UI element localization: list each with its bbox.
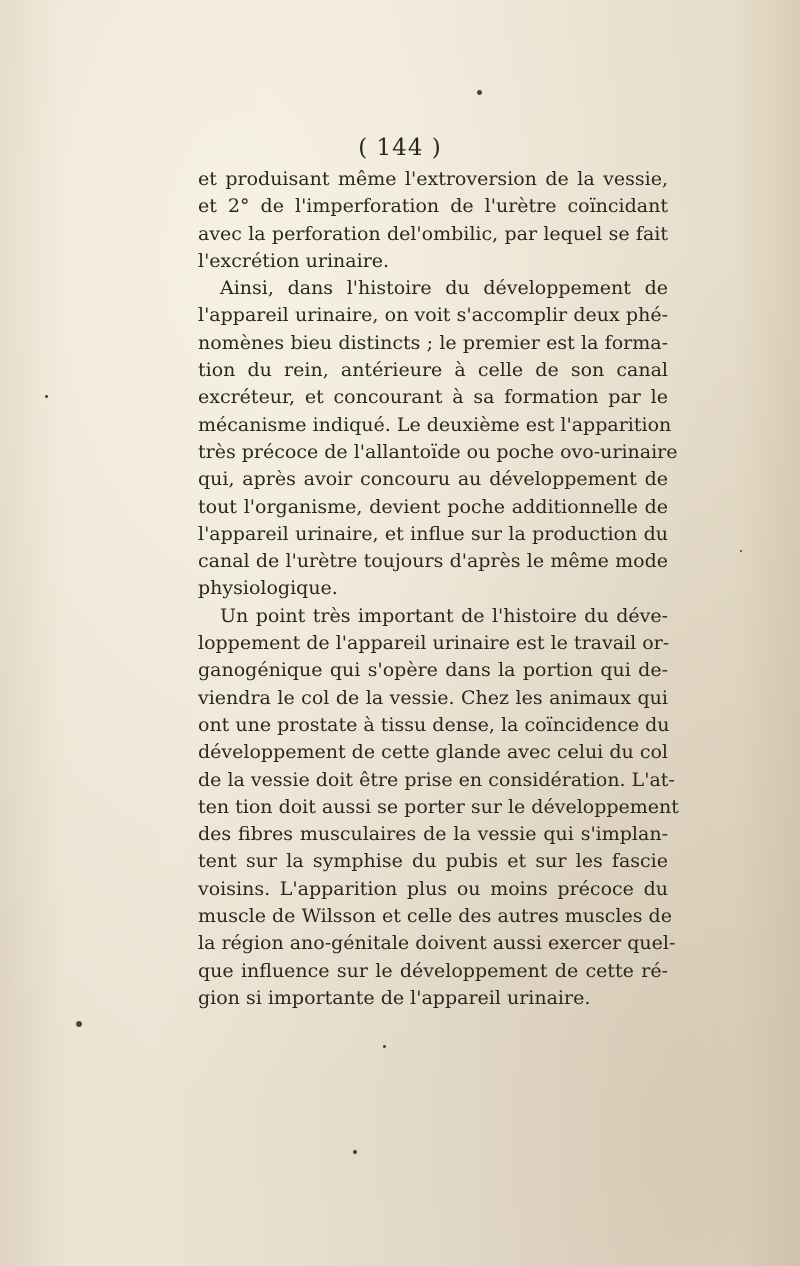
page-number: ( 144 ) [358,135,442,161]
text-line: l'excrétion urinaire. [198,249,390,272]
text-line: de la vessie doit être prise en considération. L'at- [198,768,675,791]
text-line: la région ano-génitale doivent aussi exercer quel- [198,932,676,955]
text-line: tent sur la symphise du pubis et sur les fascie [198,850,668,873]
text-line: l'appareil urinaire, et influe sur la production du [198,522,668,545]
text-line: des fibres musculaires de la vessie qui s'implan- [198,823,668,846]
text-line: Ainsi, dans l'histoire du développement de [220,277,668,300]
text-line: développement de cette glande avec celui du col [198,741,668,764]
text-line: ganogénique qui s'opère dans la portion qui de- [198,659,668,682]
text-line: que influence sur le développement de cette ré- [198,959,668,982]
text-line: tion du rein, antérieure à celle de son canal [198,359,668,382]
text-line: gion si importante de l'appareil urinaire. [198,986,591,1009]
body-text [198,166,679,1012]
text-line: Un point très important de l'histoire du déve- [220,604,668,627]
ink-speck [383,1045,386,1048]
text-line: tout l'organisme, devient poche additionnelle de [198,495,668,518]
text-line: et produisant même l'extroversion de la vessie, [198,168,668,190]
text-line: très précoce de l'allantoïde ou poche ovo-urinaire [198,440,678,463]
text-line: physiologique. [198,577,338,600]
text-line: muscle de Wilsson et celle des autres muscles de [198,905,672,928]
ink-speck [353,1150,357,1154]
text-line: l'appareil urinaire, on voit s'accomplir deux phé- [198,304,668,327]
ink-speck [45,395,48,398]
text-line: mécanisme indiqué. Le deuxième est l'apparition [198,413,672,436]
ink-speck [477,90,482,95]
text-line: et 2° de l'imperforation de l'urètre coïncidant [198,195,668,218]
text-line: canal de l'urètre toujours d'après le même mode [198,550,668,573]
text-line: ont une prostate à tissu dense, la coïncidence du [198,713,670,736]
text-line: voisins. L'apparition plus ou moins précoce du [198,877,668,900]
text-line: qui, après avoir concouru au développement de [198,468,668,491]
text-line: excréteur, et concourant à sa formation par le [198,386,668,409]
ink-speck [740,550,742,552]
text-line: ten tion doit aussi se porter sur le développement [198,795,679,818]
text-line: viendra le col de la vessie. Chez les animaux qui [198,686,668,709]
ink-speck [76,1021,82,1027]
text-line: nomènes bieu distincts ; le premier est la forma- [198,331,668,354]
text-line: avec la perforation del'ombilic, par lequel se fait [198,222,668,245]
text-line: loppement de l'appareil urinaire est le travail or- [198,632,670,655]
